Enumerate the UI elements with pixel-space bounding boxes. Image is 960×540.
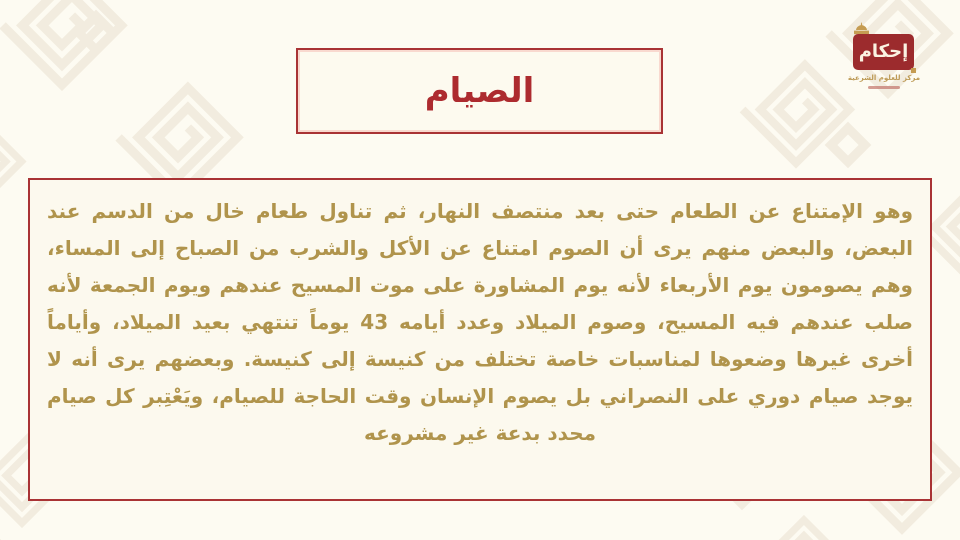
logo	[853, 34, 914, 70]
logo-fineprint	[868, 86, 900, 89]
logo-subtitle: مركز للعلوم الشرعية	[847, 74, 921, 82]
logo-plate	[853, 34, 914, 70]
page-title: الصيام	[424, 71, 535, 111]
logo-corner-square	[911, 68, 916, 73]
title-box	[296, 48, 663, 134]
body-text: وهو الإمتناع عن الطعام حتى بعد منتصف النهار، ثم تناول طعام خال من الدسم عند البعض، والبعض منهم يرى أن الصوم امتناع عن الأكل والشرب من الصباح إلى المساء، وهم يصومون يوم الأربعاء لأنه يوم المشاورة على موت المسيح عندهم ويوم الجمعة لأنه صلب عندهم فيه المسيح، وصوم الميلاد وعدد أيامه 43 يوماً تنتهي بعيد الميلاد، وأياماً أخرى غيرها وضعوها لمناسبات خاصة تختلف من كنيسة إلى كنيسة. وبعضهم يرى أنه لا يوجد صيام دوري على النصراني بل يصوم الإنسان وقت الحاجة للصيام، ويَعْتِبر كل صيام محدد بدعة غير مشروعه	[47, 199, 914, 445]
body-box	[28, 178, 932, 501]
logo-wordmark: إحكام	[858, 41, 909, 62]
